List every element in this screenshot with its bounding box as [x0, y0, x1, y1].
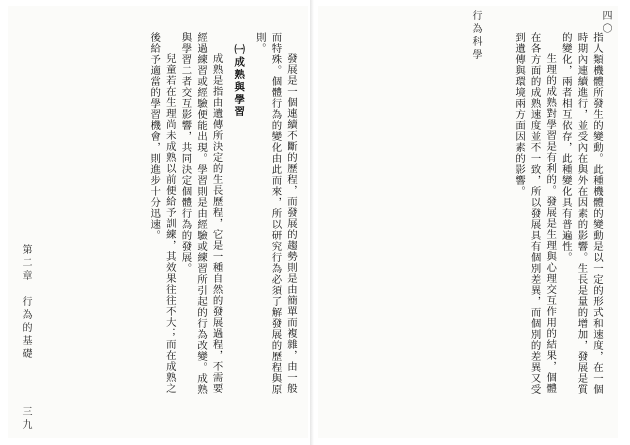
right-page — [318, 6, 618, 438]
paragraph: 兒童若在生理尚未成熟以前便給予訓練，其效果往往不大；而在成熟之後給予適當的學習機會，則進步十分迅速。 — [148, 32, 176, 394]
right-page-body — [328, 32, 604, 404]
paragraph: 發展是一個連續不斷的歷程，而發展的趨勢則是由簡單而複雜，由一般而特殊。個體行為的變化由此而來，所以研究行為必須了解發展的歷程與原則。 — [253, 32, 297, 395]
paragraph: 成熟是指由遺傳所決定的生長歷程，它是一種自然的發展過程，不需要經過練習或經驗便能出現。學習則是由經驗或練習所引起的行為改變。成熟與學習二者交互影響，共同決定個體行為的發展。 — [179, 32, 223, 395]
paragraph: 指人類機體所發生的變動。此種機體的變動是以一定的形式和速度，在一個時期內連續進行，並受內在與外在因素的影響。生長是量的增加，發展是質的變化，兩者相互依存，此種變化具有普遍性。 — [559, 32, 603, 395]
left-page-body — [48, 32, 298, 404]
book-title-running-head: 行為科學 — [470, 10, 481, 62]
paragraph: 生理的成熟對學習是有利的。發展是生理與心理交互作用的結果，個體在各方面的成熟速度並不一致，所以發展具有個別差異，而個別的差異又受到遺傳與環境兩方面因素的影響。 — [513, 32, 557, 395]
chapter-running-head: 第二章 行為的基礎 — [20, 244, 31, 361]
section-heading: ㈠成熟與學習 — [232, 44, 245, 119]
left-page — [8, 6, 308, 438]
page-number: 四〇 — [600, 10, 611, 36]
book-gutter — [310, 0, 314, 445]
page-number: 三九 — [20, 406, 31, 432]
